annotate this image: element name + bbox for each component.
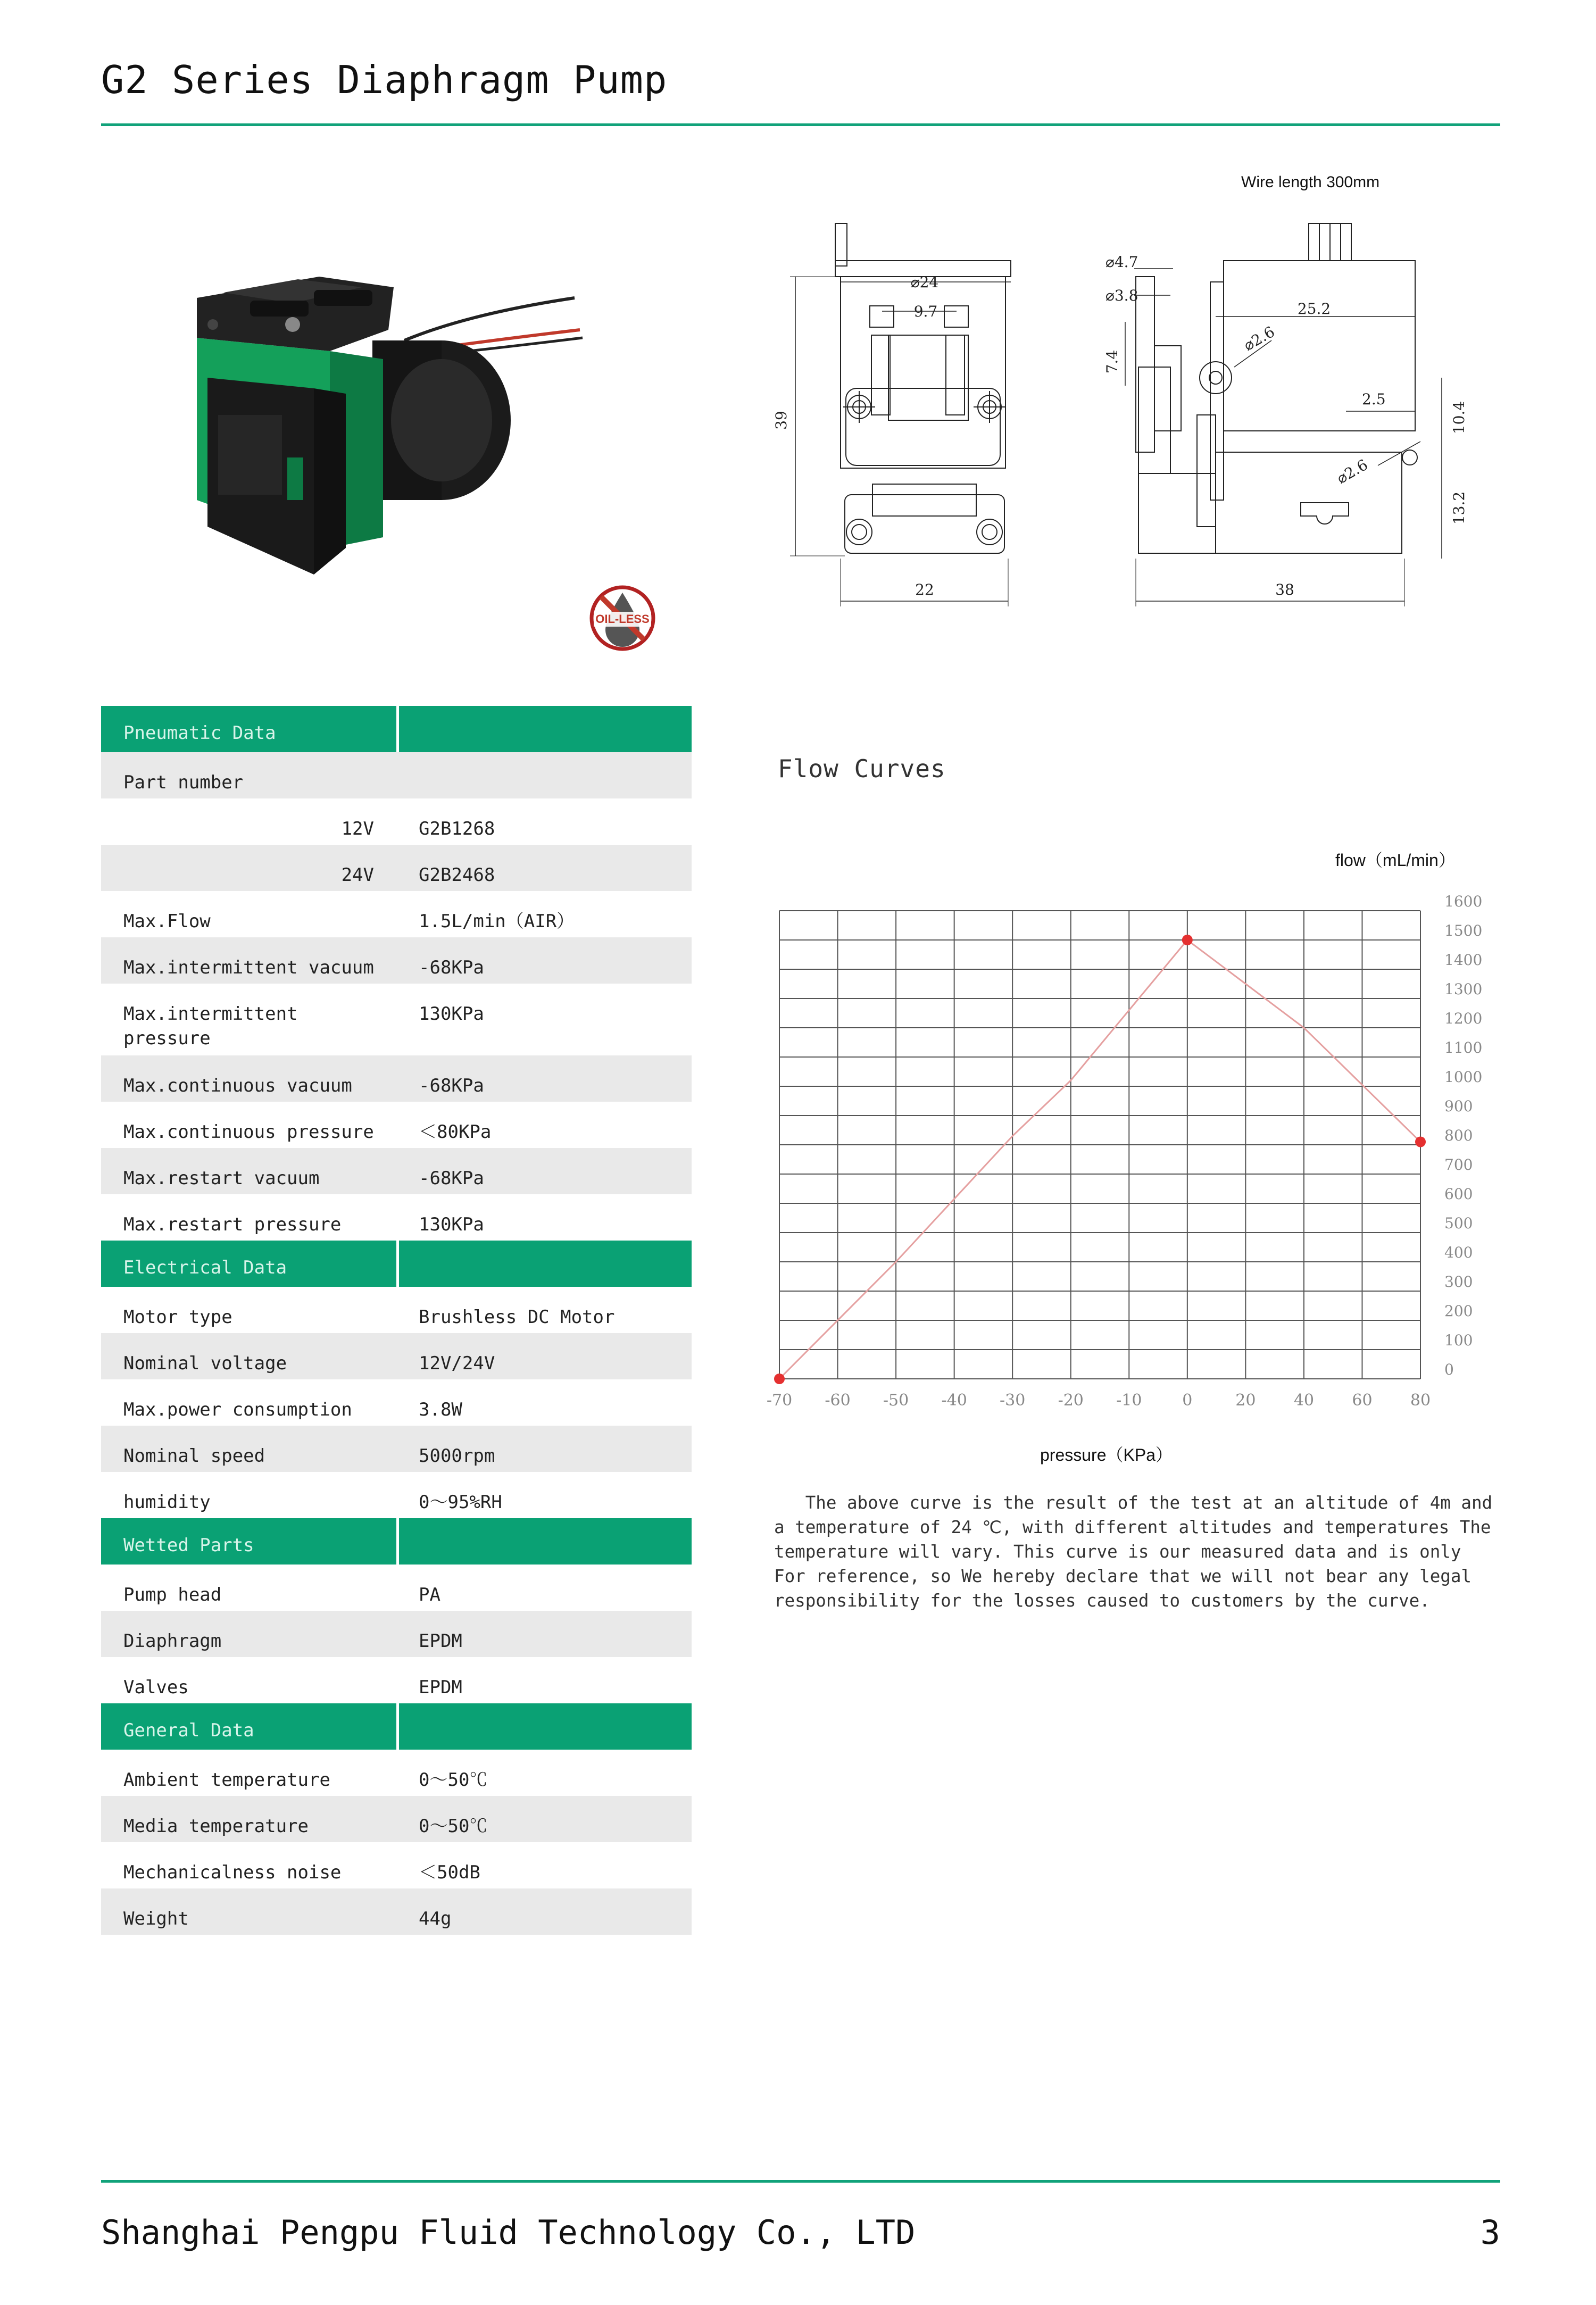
table-row: [101, 1426, 692, 1472]
y-tick-label: 1400: [1444, 951, 1483, 969]
series-line-flow: [779, 940, 1420, 1379]
row-label: Max.Flow: [123, 911, 211, 932]
table-row: [101, 1055, 692, 1102]
dim-d2-6-b: ⌀2.6: [1334, 455, 1371, 488]
y-tick-label: 1100: [1444, 1039, 1483, 1056]
table-row: [101, 1565, 692, 1611]
dim-d2-6-a: ⌀2.6: [1241, 322, 1278, 355]
y-tick-label: 600: [1444, 1185, 1473, 1203]
x-axis-title: pressure（KPa）: [1040, 1445, 1173, 1464]
dim-d24: ⌀24: [910, 273, 939, 291]
footer-company: Shanghai Pengpu Fluid Technology Co., LTD: [101, 2213, 916, 2252]
section-general: [101, 1703, 692, 1750]
row-value: G2B1268: [419, 818, 495, 839]
row-label: Part number: [123, 772, 244, 793]
data-point: [1182, 935, 1193, 945]
dim-22: 22: [915, 581, 934, 598]
table-row: [101, 1287, 692, 1333]
row-label: Diaphragm: [123, 1630, 222, 1652]
dim-9-7: 9.7: [913, 303, 938, 320]
table-row: [101, 1750, 692, 1796]
y-tick-label: 300: [1444, 1273, 1473, 1291]
flow-curves-heading: Flow Curves: [778, 754, 946, 783]
row-label: Media temperature: [123, 1816, 309, 1837]
side-view: [1103, 223, 1468, 606]
x-tick-label: 40: [1293, 1391, 1315, 1410]
dim-10-4: 10.4: [1450, 401, 1468, 435]
y-tick-label: 700: [1444, 1156, 1473, 1174]
table-row: [101, 1611, 692, 1657]
row-value: 5000rpm: [419, 1445, 495, 1467]
table-row: [101, 1148, 692, 1194]
y-tick-label: 200: [1444, 1302, 1473, 1320]
dim-7-4: 7.4: [1103, 350, 1121, 374]
row-value: 44g: [419, 1908, 452, 1929]
table-row: [101, 1472, 692, 1518]
data-point: [1415, 1137, 1426, 1147]
row-label: Pump head: [123, 1584, 222, 1605]
row-value: EPDM: [419, 1630, 462, 1652]
row-value: 3.8W: [419, 1399, 462, 1420]
x-tick-label: 0: [1182, 1391, 1193, 1410]
x-tick-label: 20: [1235, 1391, 1256, 1410]
row-label: Max.restart pressure: [123, 1214, 342, 1235]
x-tick-label: -40: [941, 1391, 967, 1410]
row-label: Max.power consumption: [123, 1399, 352, 1420]
x-tick-label: -70: [766, 1391, 793, 1410]
flow-curve-note: The above curve is the result of the test at an altitude of 4m and a temperature of 24 ℃, with different altitudes and temperatures The temperature will vary. This curve is our measured data and is only For reference, so We hereby declare that we will not bear any legal responsibility for the losses caused to customers by the curve.: [774, 1493, 1503, 1611]
x-tick-label: -20: [1058, 1391, 1084, 1410]
row-label: Motor type: [123, 1307, 232, 1328]
row-label: 24V: [341, 864, 374, 886]
row-value: Brushless DC Motor: [419, 1307, 615, 1328]
y-tick-label: 400: [1444, 1244, 1473, 1261]
table-row: [101, 1796, 692, 1842]
section-title: Pneumatic Data: [123, 722, 276, 744]
x-tick-label: -30: [1000, 1391, 1026, 1410]
row-value: 12V/24V: [419, 1353, 495, 1374]
row-value: EPDM: [419, 1677, 462, 1698]
row-label: Max.continuous vacuum: [123, 1075, 352, 1096]
y-tick-label: 0: [1444, 1361, 1454, 1378]
table-row: [101, 1333, 692, 1379]
table-row: [101, 1888, 692, 1935]
table-row: [101, 1194, 692, 1241]
x-tick-labels: [767, 1391, 1431, 1410]
row-label: Max.restart vacuum: [123, 1168, 320, 1189]
table-row: [101, 845, 692, 891]
dim-13-2: 13.2: [1450, 491, 1468, 525]
row-value: 1.5L/min（AIR）: [419, 911, 575, 932]
section-electrical: [101, 1241, 692, 1287]
y-tick-label: 1500: [1444, 922, 1483, 939]
section-title: General Data: [123, 1720, 254, 1741]
row-label: Max.intermittent vacuum: [123, 957, 374, 978]
dim-25-2: 25.2: [1297, 300, 1331, 318]
dim-39: 39: [772, 411, 790, 430]
row-value: G2B2468: [419, 864, 495, 886]
row-label: Weight: [123, 1908, 189, 1929]
y-tick-label: 1200: [1444, 1010, 1483, 1027]
section-wetted: [101, 1518, 692, 1565]
oil-less-text: OIL-LESS: [595, 612, 650, 626]
y-tick-label: 100: [1444, 1332, 1473, 1349]
section-title: Wetted Parts: [123, 1535, 254, 1556]
row-label: Valves: [123, 1677, 189, 1698]
y-tick-label: 1600: [1444, 894, 1483, 910]
table-row: [101, 1842, 692, 1888]
row-label: 12V: [341, 818, 374, 839]
row-label: humidity: [123, 1492, 211, 1513]
row-label: Nominal voltage: [123, 1353, 287, 1374]
x-tick-label: 80: [1410, 1391, 1431, 1410]
row-value: 130KPa: [419, 1214, 484, 1235]
page-title: G2 Series Diaphragm Pump: [101, 57, 668, 102]
table-row: [101, 891, 692, 937]
row-label: Nominal speed: [123, 1445, 265, 1467]
y-tick-label: 900: [1444, 1097, 1473, 1115]
oil-less-badge: [589, 585, 655, 651]
table-row: [101, 752, 692, 798]
row-value: ＜80KPa: [419, 1121, 492, 1143]
row-label: Mechanicalness noise: [123, 1862, 342, 1883]
row-value: 130KPa: [419, 1003, 484, 1025]
row-value: -68KPa: [419, 957, 484, 978]
data-point: [774, 1374, 785, 1384]
y-tick-labels: [1444, 894, 1482, 1378]
y-tick-label: 1300: [1444, 980, 1483, 998]
row-label: Max.intermittent pressure: [123, 1003, 298, 1049]
footer-divider: [101, 2180, 1500, 2183]
table-row: [101, 1379, 692, 1426]
header-divider: [101, 123, 1500, 126]
page-number: 3: [1480, 2213, 1500, 2252]
row-value: -68KPa: [419, 1075, 484, 1096]
product-photo: [192, 250, 606, 580]
y-axis-title: flow（mL/min）: [1335, 851, 1456, 870]
table-row: [101, 937, 692, 984]
wire-length-label: Wire length 300mm: [1241, 173, 1380, 191]
row-value: PA: [419, 1584, 440, 1605]
x-tick-label: -10: [1116, 1391, 1142, 1410]
dim-d4-7: ⌀4.7: [1105, 253, 1138, 271]
table-row: [101, 1657, 692, 1703]
row-label: Ambient temperature: [123, 1769, 330, 1791]
front-view: [772, 223, 1011, 606]
x-tick-label: -50: [883, 1391, 909, 1410]
y-tick-label: 1000: [1444, 1068, 1483, 1086]
dim-38: 38: [1275, 581, 1294, 598]
row-value: 0～50℃: [419, 1769, 488, 1791]
row-value: -68KPa: [419, 1168, 484, 1189]
chart-series: [774, 935, 1426, 1384]
y-tick-label: 800: [1444, 1127, 1473, 1144]
table-row: [101, 984, 692, 1055]
table-row: [101, 1102, 692, 1148]
dim-d3-8: ⌀3.8: [1105, 287, 1138, 304]
chart-grid: [779, 911, 1420, 1379]
x-tick-label: -60: [825, 1391, 851, 1410]
row-value: 0～95%RH: [419, 1492, 502, 1513]
table-row: [101, 798, 692, 845]
y-tick-label: 500: [1444, 1214, 1473, 1232]
section-pneumatic: [101, 706, 692, 752]
row-value: ＜50dB: [419, 1862, 480, 1883]
x-tick-label: 60: [1352, 1391, 1373, 1410]
row-value: 0～50℃: [419, 1816, 488, 1837]
dim-2-5: 2.5: [1362, 390, 1386, 408]
dimension-drawing: [766, 207, 1500, 622]
spec-table: [101, 706, 692, 1935]
flow-chart: [755, 894, 1500, 1426]
row-label: Max.continuous pressure: [123, 1121, 374, 1143]
section-title: Electrical Data: [123, 1257, 287, 1278]
